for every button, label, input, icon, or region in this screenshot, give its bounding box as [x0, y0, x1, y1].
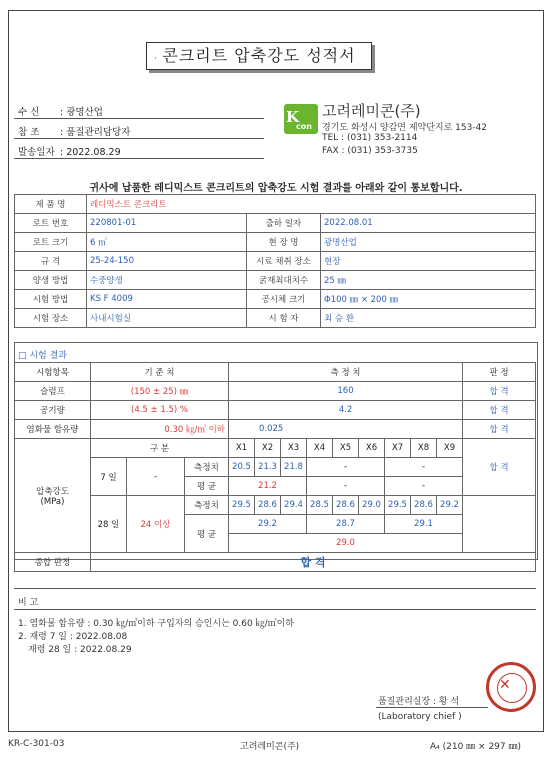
day28-x3: 29.4: [281, 496, 307, 515]
results-section-title: □ 시험 결과: [18, 351, 68, 361]
air-judgement: 합 격: [463, 401, 536, 420]
standard-header: 기 준 치: [91, 363, 229, 382]
day7-meas-label: 측정치: [185, 458, 229, 477]
measurement-header: 측 정 치: [229, 363, 463, 382]
chloride-standard: 0.30 ㎏/㎥ 이하: [91, 420, 229, 439]
chloride-value: 0.025: [229, 420, 463, 439]
notice-text: 귀사에 납품한 레디믹스트 콘크리트의 압축강도 시험 결과를 아래와 같이 통보합니다.: [89, 183, 463, 194]
title-mark: ·: [154, 54, 157, 63]
day7-x1: 20.5: [229, 458, 255, 477]
footer-paper-size: A₄ (210 ㎜ × 297 ㎜): [430, 742, 521, 752]
aggregate-label: 굵재최대치수: [247, 271, 321, 290]
sampling-value: 현장: [321, 252, 536, 271]
day28-x9: 29.2: [437, 496, 463, 515]
table-row: [15, 195, 536, 214]
strength-judgement: 합 격: [463, 439, 536, 496]
day28-x7: 29.5: [385, 496, 411, 515]
chloride-judgement: 합 격: [463, 420, 536, 439]
col-x2: X2: [255, 439, 281, 458]
day7-x7-x9: -: [385, 458, 463, 477]
day28-x1: 29.5: [229, 496, 255, 515]
table-row: [15, 233, 536, 252]
company-address: 경기도 화성시 양감면 제약단지로 153-42: [322, 123, 488, 133]
table-row: [15, 496, 536, 515]
day7-avg-x4-x6: -: [307, 477, 385, 496]
method-value: KS F 4009: [87, 290, 247, 309]
chloride-label: 염화물 함유량: [15, 420, 91, 439]
item-header: 시험항목: [15, 363, 91, 382]
table-row: [15, 439, 536, 458]
reference-value: : 품질관리담당자: [60, 127, 131, 138]
aggregate-value: 25 ㎜: [321, 271, 536, 290]
product-value: 레디믹스트 콘크리트: [87, 195, 536, 214]
product-label: 제 품 명: [15, 195, 87, 214]
company-seal: [486, 662, 536, 712]
tester-label: 시 험 자: [247, 309, 321, 328]
day7-label: 7 일: [91, 458, 127, 496]
issue-date-row: [18, 144, 121, 158]
day28-judgement-cell: [463, 496, 536, 553]
divider: [14, 158, 264, 159]
company-fax: FAX : (031) 353-3735: [322, 146, 418, 156]
day28-avg-group3: 29.1: [385, 515, 463, 534]
day28-x2: 28.6: [255, 496, 281, 515]
air-value: 4.2: [229, 401, 463, 420]
col-x8: X8: [411, 439, 437, 458]
remark-line-2: 2. 재령 7 일 : 2022.08.08: [18, 632, 128, 642]
slump-label: 슬럼프: [15, 382, 91, 401]
issue-date-label: 발송일자: [18, 147, 55, 158]
overall-label: 종합 판정: [15, 553, 91, 572]
slump-standard: (150 ± 25) ㎜: [91, 382, 229, 401]
recipient-row: [18, 104, 103, 118]
lot-label: 로트 번호: [15, 214, 87, 233]
lotsize-value: 6 ㎥: [87, 233, 247, 252]
table-row: [15, 382, 536, 401]
judgement-header: 판 정: [463, 363, 536, 382]
tester-value: 최 승 환: [321, 309, 536, 328]
logo-letter: K: [286, 108, 300, 126]
col-x7: X7: [385, 439, 411, 458]
seal-mark: ✕: [499, 677, 511, 693]
day28-x8: 28.6: [411, 496, 437, 515]
divider: [14, 118, 264, 119]
company-name: 고려레미콘(주): [322, 102, 421, 120]
place-value: 사내시험실: [87, 309, 247, 328]
footer-company: 고려레미콘(주): [240, 742, 300, 752]
table-row: [15, 363, 536, 382]
division-header: 구 분: [91, 439, 229, 458]
footer-code: KR-C-301-03: [8, 739, 65, 749]
document-title: 콘크리트 압축강도 성적서: [146, 42, 372, 70]
company-tel: TEL : (031) 353-2114: [322, 133, 418, 143]
specimen-value: Φ100 ㎜ × 200 ㎜: [321, 290, 536, 309]
logo-text: con: [296, 122, 312, 131]
strength-label: [15, 439, 91, 553]
strength-unit: (MPa): [40, 496, 65, 507]
slump-judgement: 합 격: [463, 382, 536, 401]
day28-standard: 24 이상: [127, 496, 185, 553]
info-table: [14, 194, 536, 328]
strength-name: 압축강도: [36, 486, 69, 497]
day28-x4: 28.5: [307, 496, 333, 515]
remark-line-1: 1. 염화물 함유량 : 0.30 ㎏/㎥이하 구입자의 승인시는 0.60 ㎏/㎥이하: [18, 619, 295, 629]
day28-meas-label: 측정치: [185, 496, 229, 515]
remarks-title: 비 고: [18, 598, 39, 608]
place-label: 시험 장소: [15, 309, 87, 328]
col-x4: X4: [307, 439, 333, 458]
day28-avg-group2: 28.7: [307, 515, 385, 534]
results-table: [14, 362, 536, 572]
col-x5: X5: [333, 439, 359, 458]
slump-value: 160: [229, 382, 463, 401]
day28-x6: 29.0: [359, 496, 385, 515]
chief-label: 품질관리실장 : 황 석: [378, 697, 460, 707]
day7-avg-label: 평 균: [185, 477, 229, 496]
specimen-label: 공시체 크기: [247, 290, 321, 309]
col-x3: X3: [281, 439, 307, 458]
divider: [14, 588, 536, 589]
day28-average: 29.0: [229, 534, 463, 553]
recipient-value: : 광명산업: [60, 107, 103, 118]
reference-label: 참 조: [18, 127, 40, 138]
company-logo: [284, 104, 318, 134]
table-row: [15, 214, 536, 233]
ship-value: 2022.08.01: [321, 214, 536, 233]
divider: [14, 138, 264, 139]
day7-x3: 21.8: [281, 458, 307, 477]
day7-x2: 21.3: [255, 458, 281, 477]
table-row: [15, 271, 536, 290]
air-label: 공기량: [15, 401, 91, 420]
signature-line: [376, 707, 488, 708]
day7-average: 21.2: [229, 477, 307, 496]
method-label: 시험 방법: [15, 290, 87, 309]
day7-x4-x6: -: [307, 458, 385, 477]
chief-english: (Laboratory chief ): [378, 712, 462, 722]
day28-x5: 28.6: [333, 496, 359, 515]
table-row: [15, 420, 536, 439]
curing-value: 수중양생: [87, 271, 247, 290]
curing-label: 양생 방법: [15, 271, 87, 290]
site-value: 광명산업: [321, 233, 536, 252]
day7-standard: -: [127, 458, 185, 496]
col-x6: X6: [359, 439, 385, 458]
table-row: [15, 401, 536, 420]
air-standard: (4.5 ± 1.5) %: [91, 401, 229, 420]
col-x9: X9: [437, 439, 463, 458]
day28-avg-group1: 29.2: [229, 515, 307, 534]
sampling-label: 시료 채취 장소: [247, 252, 321, 271]
site-label: 현 장 명: [247, 233, 321, 252]
day7-avg-x7-x9: -: [385, 477, 463, 496]
reference-row: [18, 124, 130, 138]
divider: [14, 609, 536, 610]
table-row: [15, 252, 536, 271]
spec-value: 25-24-150: [87, 252, 247, 271]
table-row: [15, 309, 536, 328]
spec-label: 규 격: [15, 252, 87, 271]
issue-date-value: : 2022.08.29: [60, 147, 121, 158]
overall-judgement: 합 격: [91, 553, 536, 572]
ship-label: 출하 일자: [247, 214, 321, 233]
table-row: [15, 290, 536, 309]
recipient-label: 수 신: [18, 107, 40, 118]
table-row: [15, 553, 536, 572]
day28-label: 28 일: [91, 496, 127, 553]
remark-line-3: 재령 28 일 : 2022.08.29: [28, 645, 132, 655]
day28-avg-label: 평 균: [185, 515, 229, 553]
lotsize-label: 로트 크기: [15, 233, 87, 252]
col-x1: X1: [229, 439, 255, 458]
table-row: [15, 458, 536, 477]
lot-value: 220801-01: [87, 214, 247, 233]
